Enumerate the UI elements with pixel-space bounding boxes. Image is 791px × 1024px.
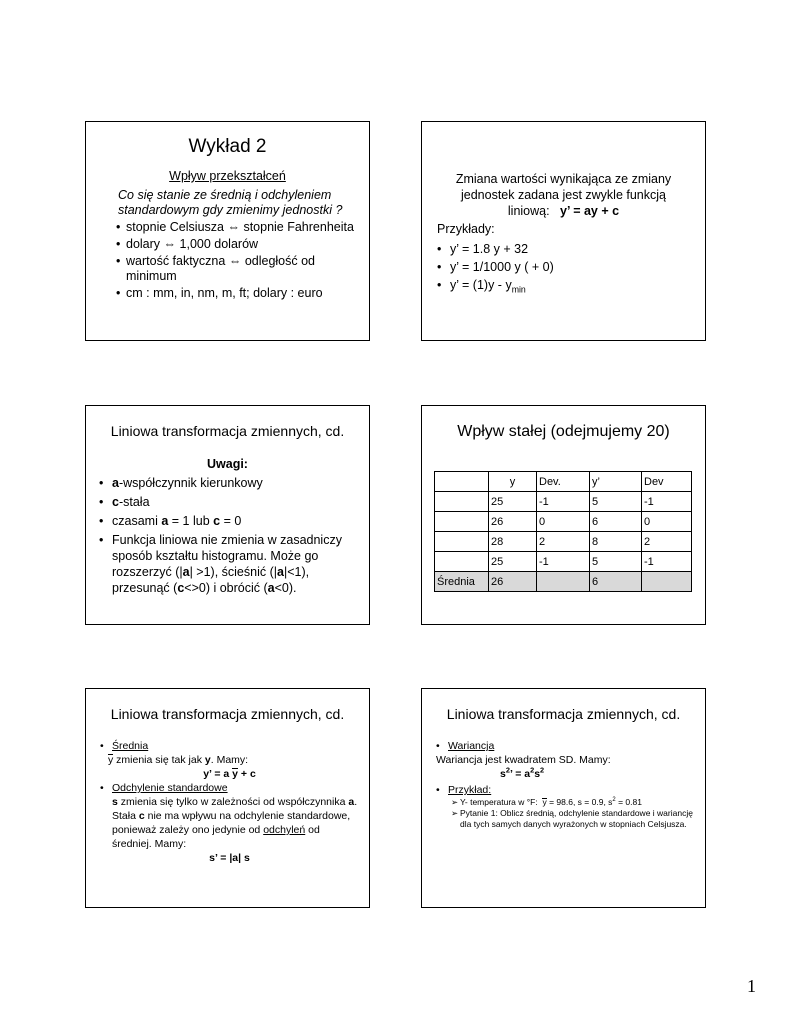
data-table [434,471,692,592]
bullet-list [116,220,359,303]
table-cell: y [489,472,537,492]
slide-subtitle: Wpływ przekształceń [169,169,286,183]
sub-list-item: ➢ Y- temperatura w °F: y = 98.6, s = 0.9, $s^2 = 0.81$ [451,797,642,807]
list-item: • dolary ⇔ 1,000 dolarów [116,237,259,251]
list-item: • Funkcja liniowa nie zmienia w zasadniczy sposób kształtu histogramu. Może go rozszerzyć (|a| >1), ścieśnić (|a|<1), przesunąć (c<>0) i obrócić (a<0). [99,533,342,595]
slide-title: Wykład 2 [188,136,267,157]
table-cell: 5 [590,552,642,572]
sub-list-item: ➢ Pytanie 1: Oblicz średnią, odchylenie standardowe i wariancję dla tych samych danych wyrażonych w stopniach Celsjusza. [451,808,693,829]
slide-1 [85,121,370,341]
variance-text: Wariancja jest kwadratem SD. Mamy: [436,754,611,766]
table-cell [435,492,489,512]
table-cell: -1 [537,552,590,572]
double-arrow-icon: ⇔ [163,237,177,251]
table-cell: 2 [537,532,590,552]
slide-title: Wpływ stałej (odejmujemy 20) [457,423,670,440]
table-cell: -1 [642,552,692,572]
table-cell: 25 [489,552,537,572]
list-item: • czasami a = 1 lub c = 0 [99,514,242,528]
list-item: • c-stała [99,495,150,509]
table-average-row [435,572,692,592]
table-cell [435,472,489,492]
mean-text: y zmienia się tak jak y. Mamy: [108,754,249,766]
intro-paragraph: Zmiana wartości wynikająca ze zmiany jednostek zadana jest zwykle funkcją liniową: y’ = ay + c [455,172,672,218]
table-cell: y’ [590,472,642,492]
list-item: • y’ = 1/1000 y ( + 0) [437,260,554,274]
slide-title: Liniowa transformacja zmiennych, cd. [446,706,681,722]
table-cell: 0 [537,512,590,532]
slide-body [100,739,359,865]
table-header-row [435,472,692,492]
list-item: • Przykład: [436,784,492,796]
list-item: • y’ = 1.8 y + 32 [437,242,529,256]
linear-formula: y’ = ay + c [560,204,620,218]
table-row [435,552,692,572]
table-cell: 26 [489,512,537,532]
mean-formula: y’ = a y + c [203,768,256,780]
arrow-bullet-icon: ➢ [451,808,459,818]
table-cell: 28 [489,532,537,552]
page-number: 1 [747,976,756,996]
slide-title: Liniowa transformacja zmiennych, cd. [110,706,345,722]
table-cell: 8 [590,532,642,552]
table-row [435,512,692,532]
list-item: • y’ = $(1)y - y_{min}$ [437,278,526,295]
table-cell [435,532,489,552]
table-cell: Dev [642,472,692,492]
list-item: • cm : mm, in, nm, m, ft; dolary : euro [116,286,323,300]
table-cell [642,572,692,592]
table-cell: Dev. [537,472,590,492]
table-cell [537,572,590,592]
table-cell: 0 [642,512,692,532]
table-cell: 5 [590,492,642,512]
list-item: • stopnie Celsiusza ⇔ stopnie Fahrenheita [116,220,354,234]
slide-3 [85,405,370,625]
list-item: • a-współczynnik kierunkowy [99,476,263,490]
table-cell: -1 [537,492,590,512]
table-cell: 6 [590,572,642,592]
table-cell: 2 [642,532,692,552]
slide-2 [421,121,706,341]
slide-4 [421,405,706,625]
table-cell: 26 [489,572,537,592]
list-item: • Wariancja [436,740,495,752]
table-row [435,532,692,552]
slide-title: Liniowa transformacja zmiennych, cd. [110,423,345,439]
list-item: • Średnia [100,740,149,752]
list-item: • wartość faktyczna ⇔ odległość od minimum [116,254,316,283]
table-row [435,492,692,512]
list-item: • Odchylenie standardowe [100,782,228,794]
table-cell: Średnia [435,572,489,592]
table-cell [435,512,489,532]
table-cell: 6 [590,512,642,532]
slide-6 [421,688,706,908]
arrow-bullet-icon: ➢ [451,797,459,807]
bullet-list [99,475,359,599]
slide-body [436,739,695,830]
table-cell [435,552,489,572]
table-cell: -1 [642,492,692,512]
table-cell: 25 [489,492,537,512]
question-text: Co się stanie ze średnią i odchyleniem standardowym gdy zmienimy jednostki ? [118,188,343,217]
double-arrow-icon: ⇔ [228,254,242,268]
sd-formula: s’ = |a| s [209,852,250,864]
variance-formula: $s^2$’ = $a^2s^2$ [500,765,545,780]
double-arrow-icon: ⇔ [227,220,240,234]
examples-label: Przykłady: [437,222,495,236]
notes-heading: Uwagi: [207,457,248,471]
slide-5 [85,688,370,908]
sd-text: s zmienia się tylko w zależności od współczynnika a. Stała c nie ma wpływu na odchylenie standardowe, ponieważ zależy ono jedynie od odchyleń od średniej. Mamy: [112,796,358,850]
examples-list [437,240,554,294]
